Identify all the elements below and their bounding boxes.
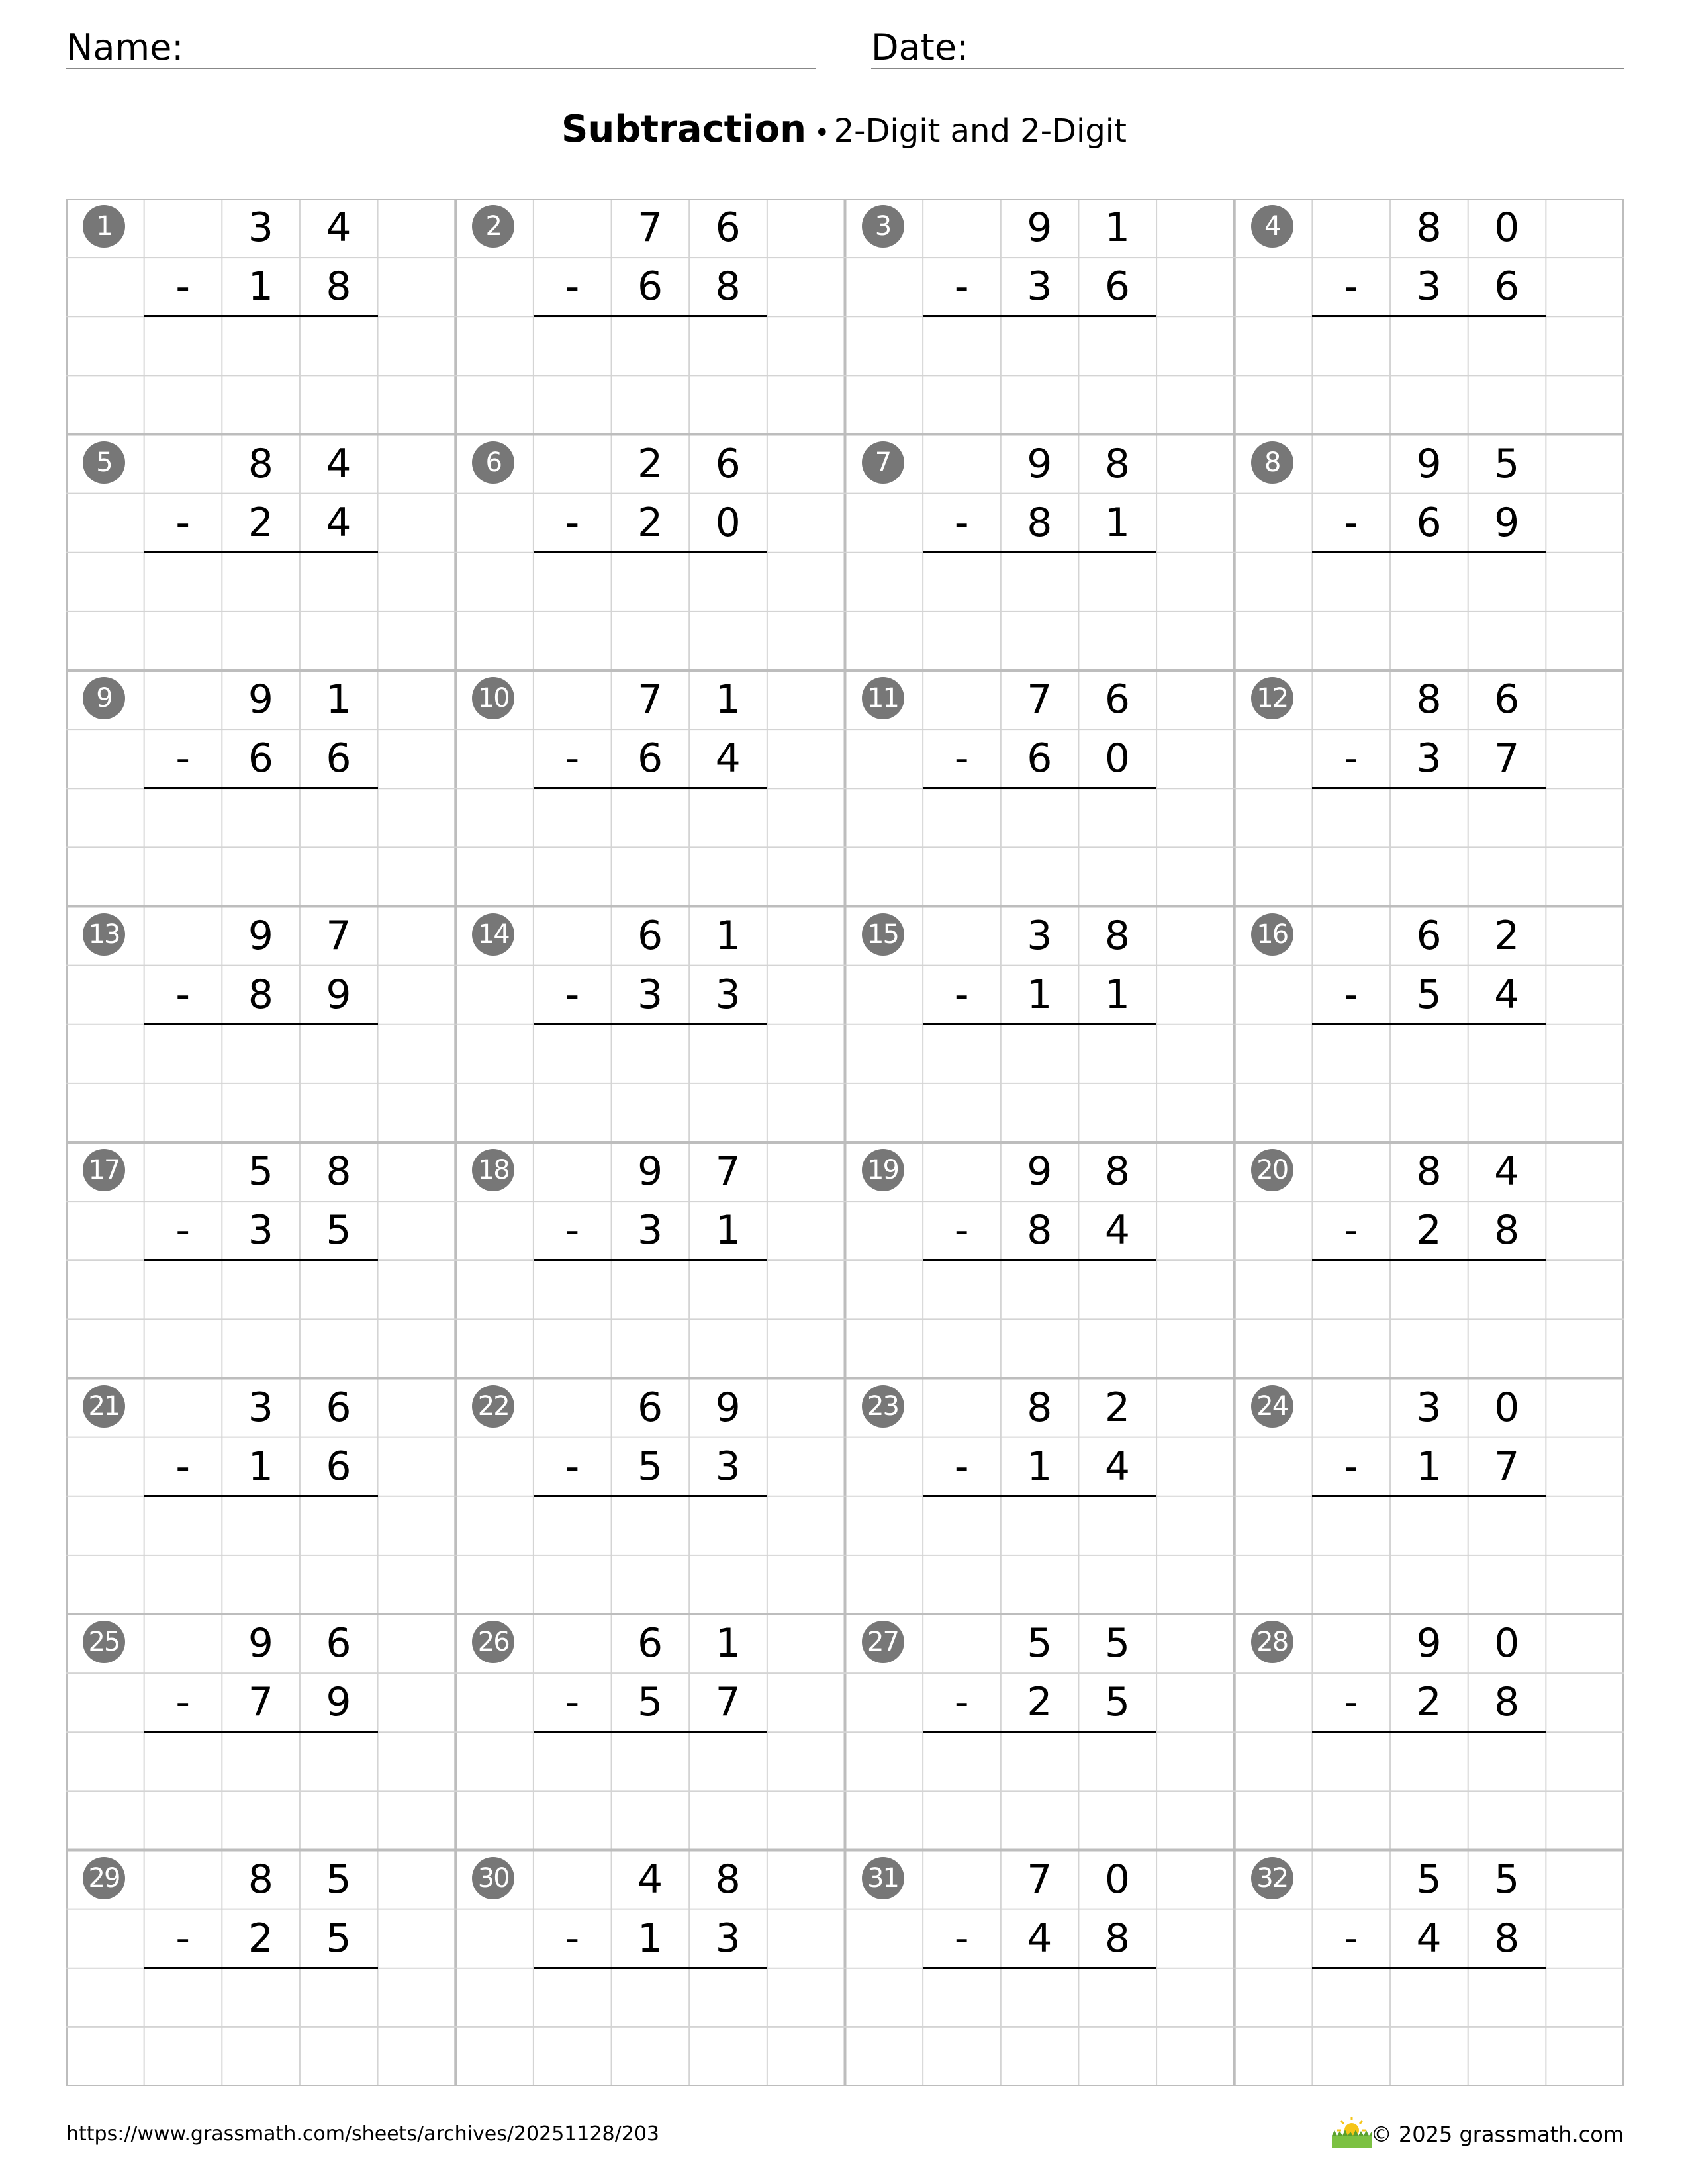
title-main: Subtraction: [561, 108, 806, 151]
top-tens-digit: 3: [248, 205, 273, 251]
bottom-ones-digit: 6: [326, 735, 352, 782]
top-tens-digit: 8: [1416, 676, 1442, 723]
bottom-ones-digit: 9: [326, 971, 352, 1018]
problem-number-badge: 18: [472, 1149, 514, 1191]
bottom-ones-digit: 9: [1494, 499, 1520, 546]
minus-sign: -: [565, 1679, 580, 1726]
top-ones-digit: 0: [1494, 1620, 1520, 1666]
bottom-tens-digit: 2: [1416, 1679, 1442, 1726]
answer-line: [1312, 315, 1546, 317]
problem-number-badge: 7: [862, 441, 904, 484]
bottom-ones-digit: 1: [715, 1207, 741, 1254]
bottom-tens-digit: 3: [637, 971, 663, 1018]
bottom-tens-digit: 1: [1027, 1443, 1053, 1490]
top-tens-digit: 7: [637, 676, 663, 723]
top-tens-digit: 3: [1027, 912, 1053, 959]
minus-sign: -: [954, 971, 969, 1018]
minus-sign: -: [1344, 1443, 1358, 1490]
bottom-tens-digit: 2: [1416, 1207, 1442, 1254]
bottom-ones-digit: 4: [715, 735, 741, 782]
footer-copyright: © 2025 grassmath.com: [1370, 2122, 1624, 2147]
bottom-tens-digit: 3: [1416, 263, 1442, 310]
bottom-ones-digit: 8: [1104, 1915, 1131, 1962]
minus-sign: -: [565, 1207, 580, 1254]
bottom-ones-digit: 9: [326, 1679, 352, 1726]
answer-line: [144, 1259, 378, 1261]
top-ones-digit: 6: [715, 440, 741, 487]
bottom-tens-digit: 8: [1027, 1207, 1053, 1254]
bottom-ones-digit: 8: [715, 263, 741, 310]
answer-line: [144, 1731, 378, 1733]
problem-number-badge: 13: [83, 913, 125, 956]
minus-sign: -: [1344, 971, 1358, 1018]
minus-sign: -: [175, 499, 190, 546]
problem-number-badge: 3: [862, 205, 904, 248]
bottom-tens-digit: 1: [1027, 971, 1053, 1018]
top-tens-digit: 6: [1416, 912, 1442, 959]
answer-line: [1312, 1259, 1546, 1261]
top-tens-digit: 9: [637, 1148, 663, 1195]
top-ones-digit: 1: [715, 676, 741, 723]
bottom-ones-digit: 6: [326, 1443, 352, 1490]
title-separator: •: [814, 118, 830, 148]
problem-number-badge: 28: [1251, 1621, 1293, 1663]
minus-sign: -: [954, 1915, 969, 1962]
top-ones-digit: 0: [1104, 1856, 1131, 1903]
bottom-tens-digit: 3: [248, 1207, 273, 1254]
minus-sign: -: [954, 263, 969, 310]
top-ones-digit: 6: [326, 1620, 352, 1666]
answer-line: [923, 1967, 1156, 1969]
problem-number-badge: 25: [83, 1621, 125, 1663]
minus-sign: -: [1344, 263, 1358, 310]
top-ones-digit: 6: [715, 205, 741, 251]
answer-line: [534, 315, 767, 317]
minus-sign: -: [1344, 1679, 1358, 1726]
bottom-tens-digit: 3: [1416, 735, 1442, 782]
bottom-tens-digit: 2: [637, 499, 663, 546]
bottom-ones-digit: 6: [1104, 263, 1131, 310]
bottom-tens-digit: 6: [1027, 735, 1053, 782]
answer-line: [1312, 1023, 1546, 1025]
top-ones-digit: 2: [1494, 912, 1520, 959]
answer-line: [1312, 1731, 1546, 1733]
bottom-tens-digit: 6: [1416, 499, 1442, 546]
name-label: Name:: [66, 26, 184, 68]
top-ones-digit: 5: [326, 1856, 352, 1903]
bottom-ones-digit: 0: [1104, 735, 1131, 782]
minus-sign: -: [565, 1915, 580, 1962]
bottom-tens-digit: 7: [248, 1679, 273, 1726]
bottom-tens-digit: 4: [1027, 1915, 1053, 1962]
answer-line: [1312, 1967, 1546, 1969]
minus-sign: -: [954, 1443, 969, 1490]
problem-number-badge: 10: [472, 677, 514, 719]
bottom-ones-digit: 5: [1104, 1679, 1131, 1726]
answer-line: [1312, 1495, 1546, 1497]
answer-line: [923, 1495, 1156, 1497]
top-ones-digit: 4: [326, 205, 352, 251]
top-tens-digit: 9: [248, 676, 273, 723]
bottom-tens-digit: 8: [1027, 499, 1053, 546]
top-tens-digit: 9: [248, 912, 273, 959]
bottom-ones-digit: 3: [715, 1443, 741, 1490]
bottom-ones-digit: 0: [715, 499, 741, 546]
bottom-ones-digit: 4: [1104, 1207, 1131, 1254]
minus-sign: -: [175, 971, 190, 1018]
problem-number-badge: 31: [862, 1857, 904, 1899]
top-tens-digit: 5: [248, 1148, 273, 1195]
problem-number-badge: 8: [1251, 441, 1293, 484]
bottom-ones-digit: 3: [715, 971, 741, 1018]
minus-sign: -: [1344, 735, 1358, 782]
bottom-tens-digit: 1: [1416, 1443, 1442, 1490]
minus-sign: -: [175, 735, 190, 782]
bottom-ones-digit: 8: [1494, 1915, 1520, 1962]
problem-number-badge: 30: [472, 1857, 514, 1899]
top-ones-digit: 5: [1494, 1856, 1520, 1903]
worksheet-title: [0, 106, 1688, 157]
top-tens-digit: 8: [1416, 1148, 1442, 1195]
top-ones-digit: 4: [1494, 1148, 1520, 1195]
answer-line: [144, 1023, 378, 1025]
top-tens-digit: 8: [248, 1856, 273, 1903]
problem-number-badge: 4: [1251, 205, 1293, 248]
answer-line: [923, 1023, 1156, 1025]
bottom-tens-digit: 2: [1027, 1679, 1053, 1726]
top-ones-digit: 5: [1494, 440, 1520, 487]
minus-sign: -: [954, 735, 969, 782]
top-tens-digit: 3: [248, 1384, 273, 1431]
top-tens-digit: 9: [248, 1620, 273, 1666]
top-tens-digit: 8: [248, 440, 273, 487]
name-field[interactable]: [66, 23, 816, 69]
top-ones-digit: 7: [326, 912, 352, 959]
footer-url[interactable]: https://www.grassmath.com/sheets/archives/20251128/203: [66, 2122, 660, 2146]
bottom-tens-digit: 5: [637, 1679, 663, 1726]
top-ones-digit: 4: [326, 440, 352, 487]
bottom-tens-digit: 3: [637, 1207, 663, 1254]
bottom-ones-digit: 7: [715, 1679, 741, 1726]
top-ones-digit: 1: [715, 1620, 741, 1666]
bottom-ones-digit: 7: [1494, 735, 1520, 782]
answer-line: [144, 315, 378, 317]
bottom-ones-digit: 5: [326, 1915, 352, 1962]
bottom-tens-digit: 5: [637, 1443, 663, 1490]
answer-line: [1312, 787, 1546, 789]
bottom-tens-digit: 8: [248, 971, 273, 1018]
bottom-tens-digit: 1: [248, 1443, 273, 1490]
top-tens-digit: 5: [1027, 1620, 1053, 1666]
bottom-tens-digit: 6: [637, 263, 663, 310]
top-tens-digit: 8: [1027, 1384, 1053, 1431]
minus-sign: -: [1344, 1915, 1358, 1962]
minus-sign: -: [565, 499, 580, 546]
minus-sign: -: [175, 1443, 190, 1490]
top-ones-digit: 8: [715, 1856, 741, 1903]
problem-number-badge: 27: [862, 1621, 904, 1663]
minus-sign: -: [175, 1679, 190, 1726]
top-ones-digit: 5: [1104, 1620, 1131, 1666]
top-ones-digit: 0: [1494, 205, 1520, 251]
minus-sign: -: [565, 1443, 580, 1490]
bottom-ones-digit: 4: [326, 499, 352, 546]
top-tens-digit: 3: [1416, 1384, 1442, 1431]
problem-number-badge: 32: [1251, 1857, 1293, 1899]
minus-sign: -: [175, 1915, 190, 1962]
minus-sign: -: [175, 1207, 190, 1254]
answer-line: [534, 551, 767, 553]
minus-sign: -: [175, 263, 190, 310]
problem-number-badge: 16: [1251, 913, 1293, 956]
bottom-ones-digit: 5: [326, 1207, 352, 1254]
problem-number-badge: 17: [83, 1149, 125, 1191]
problem-number-badge: 20: [1251, 1149, 1293, 1191]
answer-line: [144, 1967, 378, 1969]
answer-line: [534, 1731, 767, 1733]
answer-line: [534, 1967, 767, 1969]
bottom-ones-digit: 1: [1104, 971, 1131, 1018]
bottom-ones-digit: 4: [1494, 971, 1520, 1018]
date-label: Date:: [871, 26, 969, 68]
minus-sign: -: [1344, 499, 1358, 546]
top-tens-digit: 9: [1027, 440, 1053, 487]
top-tens-digit: 2: [637, 440, 663, 487]
bottom-tens-digit: 1: [637, 1915, 663, 1962]
top-ones-digit: 8: [1104, 440, 1131, 487]
problem-number-badge: 5: [83, 441, 125, 484]
bottom-tens-digit: 5: [1416, 971, 1442, 1018]
answer-line: [923, 787, 1156, 789]
problem-number-badge: 24: [1251, 1385, 1293, 1428]
top-tens-digit: 7: [1027, 676, 1053, 723]
top-tens-digit: 9: [1416, 1620, 1442, 1666]
top-ones-digit: 6: [326, 1384, 352, 1431]
problem-number-badge: 11: [862, 677, 904, 719]
problem-number-badge: 22: [472, 1385, 514, 1428]
bottom-ones-digit: 8: [1494, 1207, 1520, 1254]
top-tens-digit: 7: [1027, 1856, 1053, 1903]
answer-line: [144, 787, 378, 789]
answer-line: [534, 1495, 767, 1497]
top-ones-digit: 0: [1494, 1384, 1520, 1431]
top-ones-digit: 8: [326, 1148, 352, 1195]
bottom-ones-digit: 8: [1494, 1679, 1520, 1726]
top-ones-digit: 2: [1104, 1384, 1131, 1431]
top-ones-digit: 9: [715, 1384, 741, 1431]
top-ones-digit: 8: [1104, 1148, 1131, 1195]
top-tens-digit: 8: [1416, 205, 1442, 251]
problem-number-badge: 29: [83, 1857, 125, 1899]
top-tens-digit: 4: [637, 1856, 663, 1903]
problem-number-badge: 14: [472, 913, 514, 956]
problem-number-badge: 15: [862, 913, 904, 956]
top-ones-digit: 6: [1494, 676, 1520, 723]
minus-sign: -: [565, 735, 580, 782]
bottom-tens-digit: 1: [248, 263, 273, 310]
minus-sign: -: [1344, 1207, 1358, 1254]
answer-line: [144, 1495, 378, 1497]
top-tens-digit: 6: [637, 912, 663, 959]
minus-sign: -: [565, 971, 580, 1018]
top-tens-digit: 6: [637, 1620, 663, 1666]
problem-number-badge: 1: [83, 205, 125, 248]
top-tens-digit: 9: [1027, 205, 1053, 251]
bottom-tens-digit: 6: [637, 735, 663, 782]
bottom-ones-digit: 3: [715, 1915, 741, 1962]
answer-line: [923, 551, 1156, 553]
answer-line: [144, 551, 378, 553]
top-ones-digit: 1: [1104, 205, 1131, 251]
bottom-ones-digit: 8: [326, 263, 352, 310]
top-ones-digit: 8: [1104, 912, 1131, 959]
top-ones-digit: 1: [326, 676, 352, 723]
bottom-tens-digit: 4: [1416, 1915, 1442, 1962]
top-ones-digit: 1: [715, 912, 741, 959]
top-tens-digit: 9: [1027, 1148, 1053, 1195]
grass-sun-icon: [1329, 2115, 1374, 2149]
bottom-ones-digit: 7: [1494, 1443, 1520, 1490]
bottom-tens-digit: 3: [1027, 263, 1053, 310]
minus-sign: -: [954, 1207, 969, 1254]
top-tens-digit: 5: [1416, 1856, 1442, 1903]
minus-sign: -: [954, 499, 969, 546]
answer-line: [534, 1023, 767, 1025]
problem-grid: [66, 199, 1624, 2086]
answer-line: [923, 315, 1156, 317]
problem-number-badge: 12: [1251, 677, 1293, 719]
title-subtitle: 2-Digit and 2-Digit: [833, 113, 1127, 150]
problem-number-badge: 21: [83, 1385, 125, 1428]
bottom-ones-digit: 1: [1104, 499, 1131, 546]
top-tens-digit: 7: [637, 205, 663, 251]
answer-line: [534, 787, 767, 789]
answer-line: [1312, 551, 1546, 553]
problem-number-badge: 6: [472, 441, 514, 484]
top-ones-digit: 7: [715, 1148, 741, 1195]
problem-number-badge: 2: [472, 205, 514, 248]
answer-line: [923, 1259, 1156, 1261]
bottom-tens-digit: 2: [248, 499, 273, 546]
minus-sign: -: [954, 1679, 969, 1726]
bottom-tens-digit: 2: [248, 1915, 273, 1962]
answer-line: [534, 1259, 767, 1261]
bottom-ones-digit: 6: [1494, 263, 1520, 310]
problem-number-badge: 26: [472, 1621, 514, 1663]
problem-number-badge: 9: [83, 677, 125, 719]
date-field[interactable]: [871, 23, 1624, 69]
minus-sign: -: [565, 263, 580, 310]
bottom-ones-digit: 4: [1104, 1443, 1131, 1490]
top-tens-digit: 6: [637, 1384, 663, 1431]
bottom-tens-digit: 6: [248, 735, 273, 782]
problem-number-badge: 19: [862, 1149, 904, 1191]
problem-number-badge: 23: [862, 1385, 904, 1428]
top-ones-digit: 6: [1104, 676, 1131, 723]
answer-line: [923, 1731, 1156, 1733]
top-tens-digit: 9: [1416, 440, 1442, 487]
